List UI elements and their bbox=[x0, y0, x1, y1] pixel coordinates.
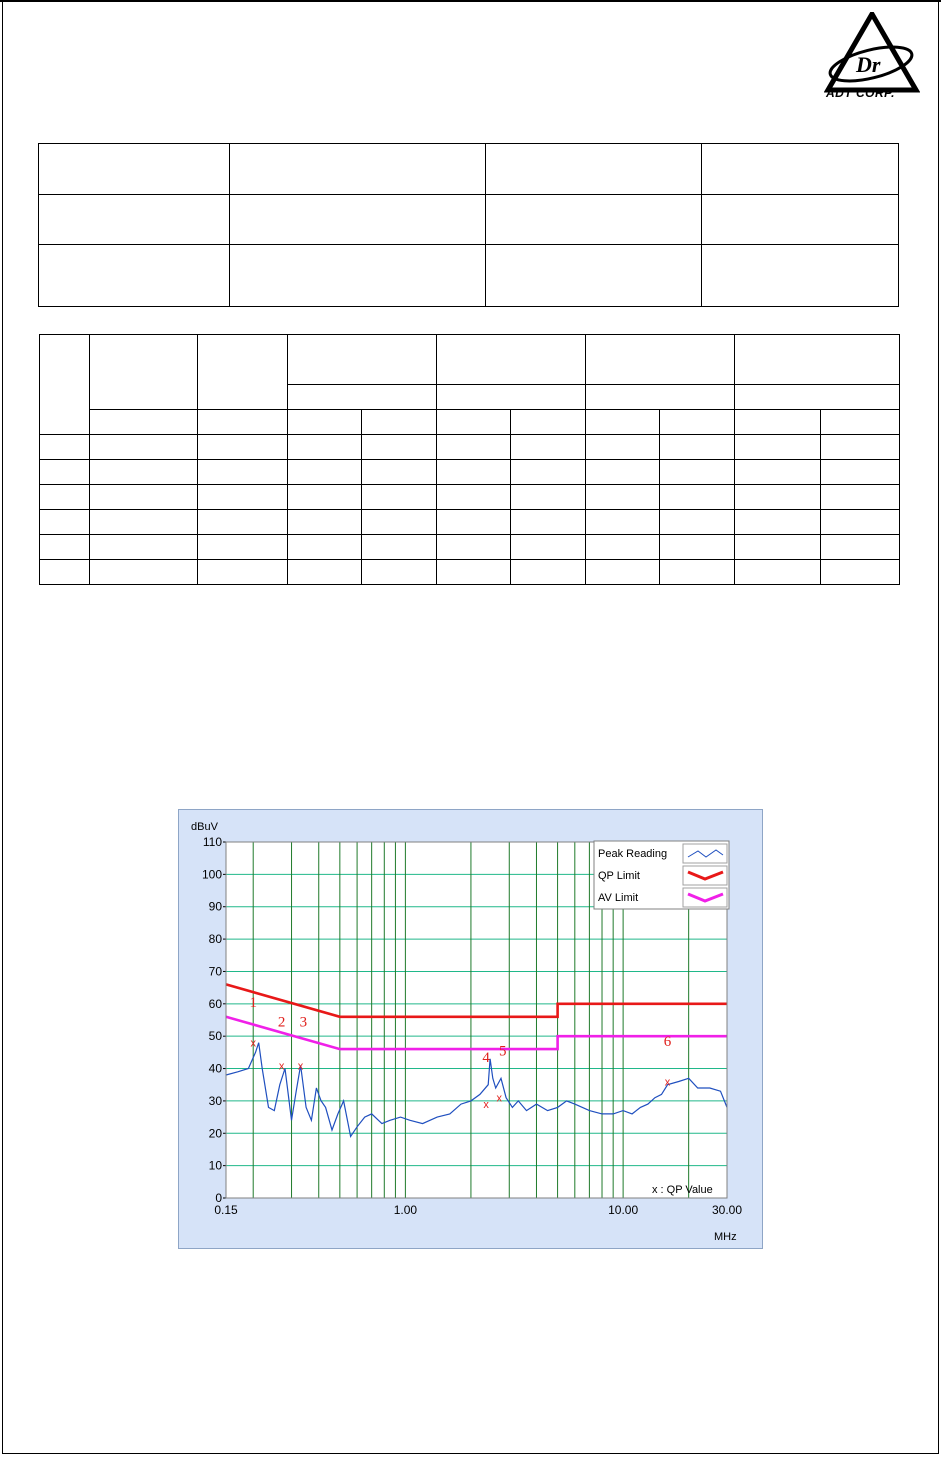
legend-label-av: AV Limit bbox=[598, 892, 639, 904]
qp-point: x bbox=[278, 1060, 285, 1073]
header-cell bbox=[586, 410, 660, 435]
emission-chart bbox=[178, 809, 763, 1249]
qp-point: x bbox=[483, 1099, 489, 1112]
qp-point: x bbox=[664, 1076, 671, 1089]
y-tick-label: 60 bbox=[208, 996, 222, 1011]
info-cell bbox=[230, 144, 486, 195]
y-ticks bbox=[202, 835, 226, 1205]
header-cell bbox=[586, 385, 735, 410]
info-cell bbox=[486, 144, 702, 195]
logo-mark: Dr bbox=[856, 52, 881, 77]
marker-label: 3 bbox=[299, 1014, 308, 1031]
header-cell bbox=[288, 410, 362, 435]
header-cell bbox=[198, 335, 288, 410]
table-row bbox=[40, 510, 900, 535]
header-cell bbox=[511, 410, 586, 435]
table-row bbox=[40, 535, 900, 560]
x-tick-label: 0.15 bbox=[214, 1203, 238, 1217]
y-axis-label: dBuV bbox=[191, 821, 218, 833]
x-ticks bbox=[214, 1203, 742, 1217]
header-cell bbox=[288, 335, 437, 385]
y-tick-label: 30 bbox=[208, 1093, 222, 1108]
header-cell bbox=[735, 385, 900, 410]
x-tick-label: 10.00 bbox=[608, 1203, 639, 1217]
header-cell bbox=[40, 335, 90, 435]
header-cell bbox=[362, 410, 437, 435]
header-cell bbox=[288, 385, 437, 410]
marker-label: 1 bbox=[249, 995, 257, 1012]
y-tick-label: 70 bbox=[208, 964, 222, 979]
marker-label: 4 bbox=[482, 1050, 490, 1067]
header-cell bbox=[660, 410, 735, 435]
y-tick-label: 40 bbox=[208, 1061, 222, 1076]
legend-swatch-av bbox=[683, 888, 727, 907]
info-cell bbox=[702, 195, 899, 245]
y-tick-label: 0 bbox=[215, 1191, 222, 1205]
y-tick-label: 90 bbox=[208, 899, 222, 914]
x-tick-label: 30.00 bbox=[711, 1203, 743, 1217]
legend-label-peak: Peak Reading bbox=[598, 848, 668, 860]
header-cell bbox=[735, 335, 900, 385]
legend-label-qp: QP Limit bbox=[598, 870, 640, 882]
info-cell bbox=[486, 245, 702, 307]
info-cell bbox=[230, 195, 486, 245]
marker-label: 6 bbox=[663, 1033, 672, 1050]
table-row bbox=[40, 460, 900, 485]
header-cell bbox=[90, 410, 198, 435]
header-cell bbox=[437, 335, 586, 385]
qp-point: x bbox=[250, 1037, 256, 1050]
header-cell bbox=[90, 335, 198, 410]
info-cell bbox=[486, 195, 702, 245]
marker-label: 2 bbox=[277, 1014, 286, 1031]
emission-data-table bbox=[39, 334, 900, 585]
info-cell bbox=[702, 144, 899, 195]
header-cell bbox=[735, 410, 821, 435]
qp-value-legend: x : QP Value bbox=[652, 1184, 713, 1196]
info-cell bbox=[230, 245, 486, 307]
header-cell bbox=[437, 410, 511, 435]
header-cell bbox=[586, 335, 735, 385]
y-tick-label: 10 bbox=[208, 1158, 222, 1173]
table-row bbox=[40, 560, 900, 585]
test-info-table bbox=[38, 143, 899, 307]
table-row bbox=[40, 435, 900, 460]
header-cell bbox=[437, 385, 586, 410]
header-cell bbox=[821, 410, 900, 435]
y-tick-label: 100 bbox=[201, 867, 222, 882]
legend bbox=[594, 841, 729, 909]
qp-point: x bbox=[297, 1060, 304, 1073]
x-axis-label: MHz bbox=[714, 1231, 737, 1243]
info-cell bbox=[702, 245, 899, 307]
y-tick-label: 20 bbox=[208, 1126, 222, 1141]
y-tick-label: 50 bbox=[208, 1029, 222, 1044]
x-tick-label: 1.00 bbox=[393, 1203, 418, 1217]
legend-swatch-qp bbox=[683, 866, 727, 885]
y-tick-label: 80 bbox=[208, 932, 222, 947]
table-row bbox=[40, 485, 900, 510]
y-tick-label: 110 bbox=[202, 835, 222, 849]
info-cell bbox=[39, 195, 230, 245]
marker-label: 5 bbox=[498, 1043, 507, 1060]
header-cell bbox=[198, 410, 288, 435]
qp-point: x bbox=[496, 1092, 503, 1105]
info-cell bbox=[39, 144, 230, 195]
info-cell bbox=[39, 245, 230, 307]
logo-text: ADT CORP. bbox=[826, 86, 895, 100]
